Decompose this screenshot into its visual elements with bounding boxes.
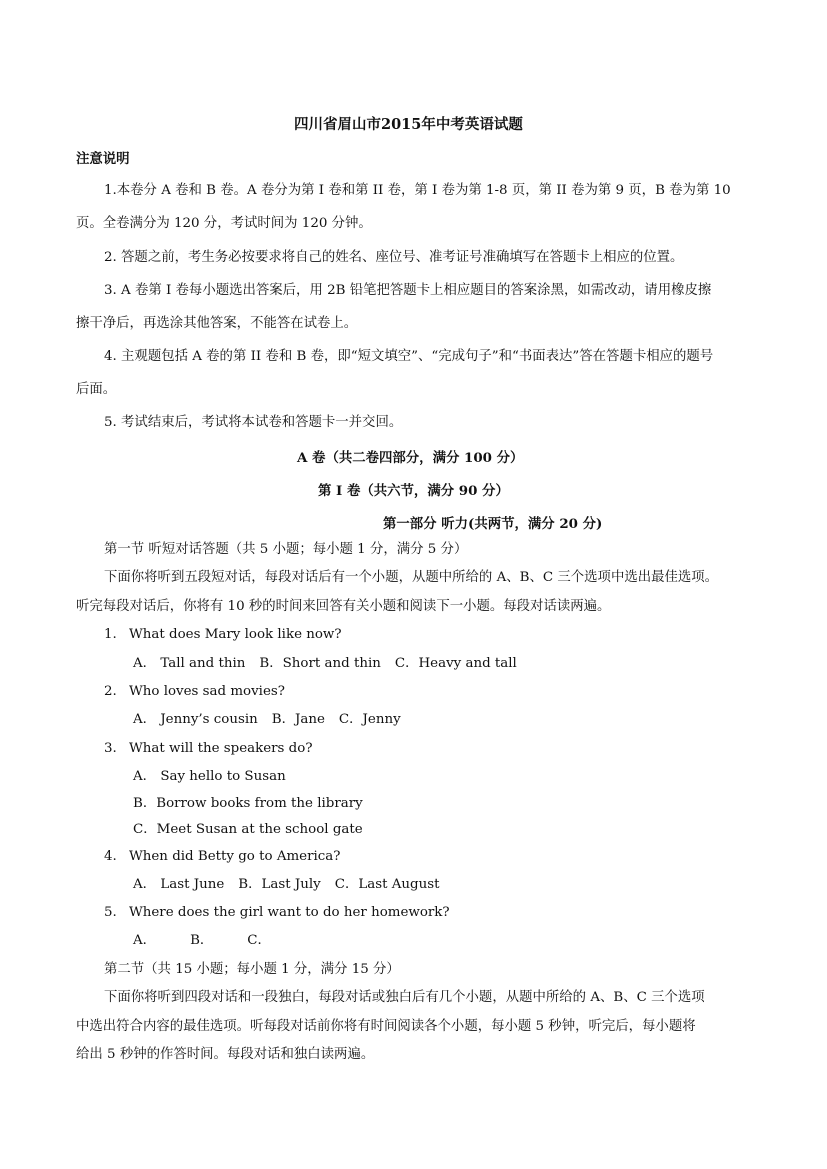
page-title: 四川省眉山市2015年中考英语试题 [294, 116, 523, 133]
q2-option-b: B．Jane [271, 712, 325, 727]
q5-option-c: C． [247, 933, 271, 948]
note-4-line-1: 4. 主观题包括 A 卷的第 II 卷和 B 卷，即“短文填空”、“完成句子”和“书面表达”答在答题卡相应的题号 [104, 349, 714, 364]
q3-option-a: A． Say hello to Susan [133, 769, 286, 784]
question-1-number: 1. [104, 627, 117, 642]
note-3-line-2: 擦干净后，再选涂其他答案，不能答在试卷上。 [76, 316, 358, 331]
q4-option-c: C．Last August [334, 877, 440, 892]
volume-1-heading: 第 I 卷（共六节，满分 90 分） [318, 483, 509, 499]
section-2-instruction-2: 中选出符合内容的最佳选项。听每段对话前你将有时间阅读各个小题，每小题 5 秒钟，听完后，每小题将 [76, 1019, 696, 1034]
question-1-options [133, 655, 517, 673]
q2-option-a: A． Jenny’s cousin [133, 712, 258, 727]
q3-option-c: C．Meet Susan at the school gate [133, 822, 363, 837]
note-2: 2. 答题之前，考生务必按要求将自己的姓名、座位号、准考证号准确填写在答题卡上相应的位置。 [104, 250, 684, 265]
note-4-line-2: 后面。 [76, 382, 117, 397]
q1-option-a: A． Tall and thin [133, 656, 246, 671]
section-2-instruction-3: 给出 5 秒钟的作答时间。每段对话和独白读两遍。 [76, 1047, 375, 1062]
question-3-text: What will the speakers do? [129, 741, 313, 756]
section-1-heading: 第一节 听短对话答题（共 5 小题；每小题 1 分，满分 5 分） [104, 542, 468, 557]
question-5-options [133, 932, 271, 950]
q1-option-b: B．Short and thin [259, 656, 381, 671]
note-3-line-1: 3. A 卷第 I 卷每小题选出答案后，用 2B 铅笔把答题卡上相应题目的答案涂黑，如需改动，请用橡皮擦 [104, 283, 712, 298]
q4-option-a: A． Last June [133, 877, 225, 892]
notes-heading: 注意说明 [76, 151, 130, 167]
note-1-line-1: 1.本卷分 A 卷和 B 卷。A 卷分为第 I 卷和第 II 卷，第 I 卷为第 1-8 页，第 II 卷为第 9 页，B 卷为第 10 [104, 183, 731, 198]
q2-option-c: C．Jenny [338, 712, 401, 727]
note-5: 5. 考试结束后，考试将本试卷和答题卡一并交回。 [104, 415, 403, 430]
question-4-options [133, 876, 439, 894]
question-2-number: 2. [104, 684, 117, 699]
q5-option-a: A． [133, 933, 157, 948]
section-1-instruction-1: 下面你将听到五段短对话，每段对话后有一个小题，从题中所给的 A、B、C 三个选项中选出最佳选项。 [104, 570, 719, 585]
question-2-options [133, 711, 401, 729]
question-1-text: What does Mary look like now? [129, 627, 342, 642]
question-5-number: 5. [104, 905, 117, 920]
section-1-instruction-2: 听完每段对话后，你将有 10 秒的时间来回答有关小题和阅读下一小题。每段对话读两遍。 [76, 599, 611, 614]
question-4-text: When did Betty go to America? [129, 849, 341, 864]
note-1-line-2: 页。全卷满分为 120 分，考试时间为 120 分钟。 [76, 216, 372, 231]
question-2-text: Who loves sad movies? [129, 684, 285, 699]
q5-option-b: B． [190, 933, 214, 948]
part-1-heading: 第一部分 听力(共两节，满分 20 分) [383, 516, 603, 532]
section-2-instruction-1: 下面你将听到四段对话和一段独白，每段对话或独白后有几个小题，从题中所给的 A、B、C 三个选项 [104, 990, 705, 1005]
question-5-text: Where does the girl want to do her homework? [129, 905, 450, 920]
q4-option-b: B．Last July [238, 877, 321, 892]
section-2-heading: 第二节（共 15 小题；每小题 1 分，满分 15 分） [104, 962, 400, 977]
q3-option-b: B．Borrow books from the library [133, 796, 363, 811]
q1-option-c: C．Heavy and tall [394, 656, 517, 671]
volume-a-heading: A 卷（共二卷四部分，满分 100 分） [297, 450, 524, 466]
question-4-number: 4. [104, 849, 117, 864]
question-3-number: 3. [104, 741, 117, 756]
